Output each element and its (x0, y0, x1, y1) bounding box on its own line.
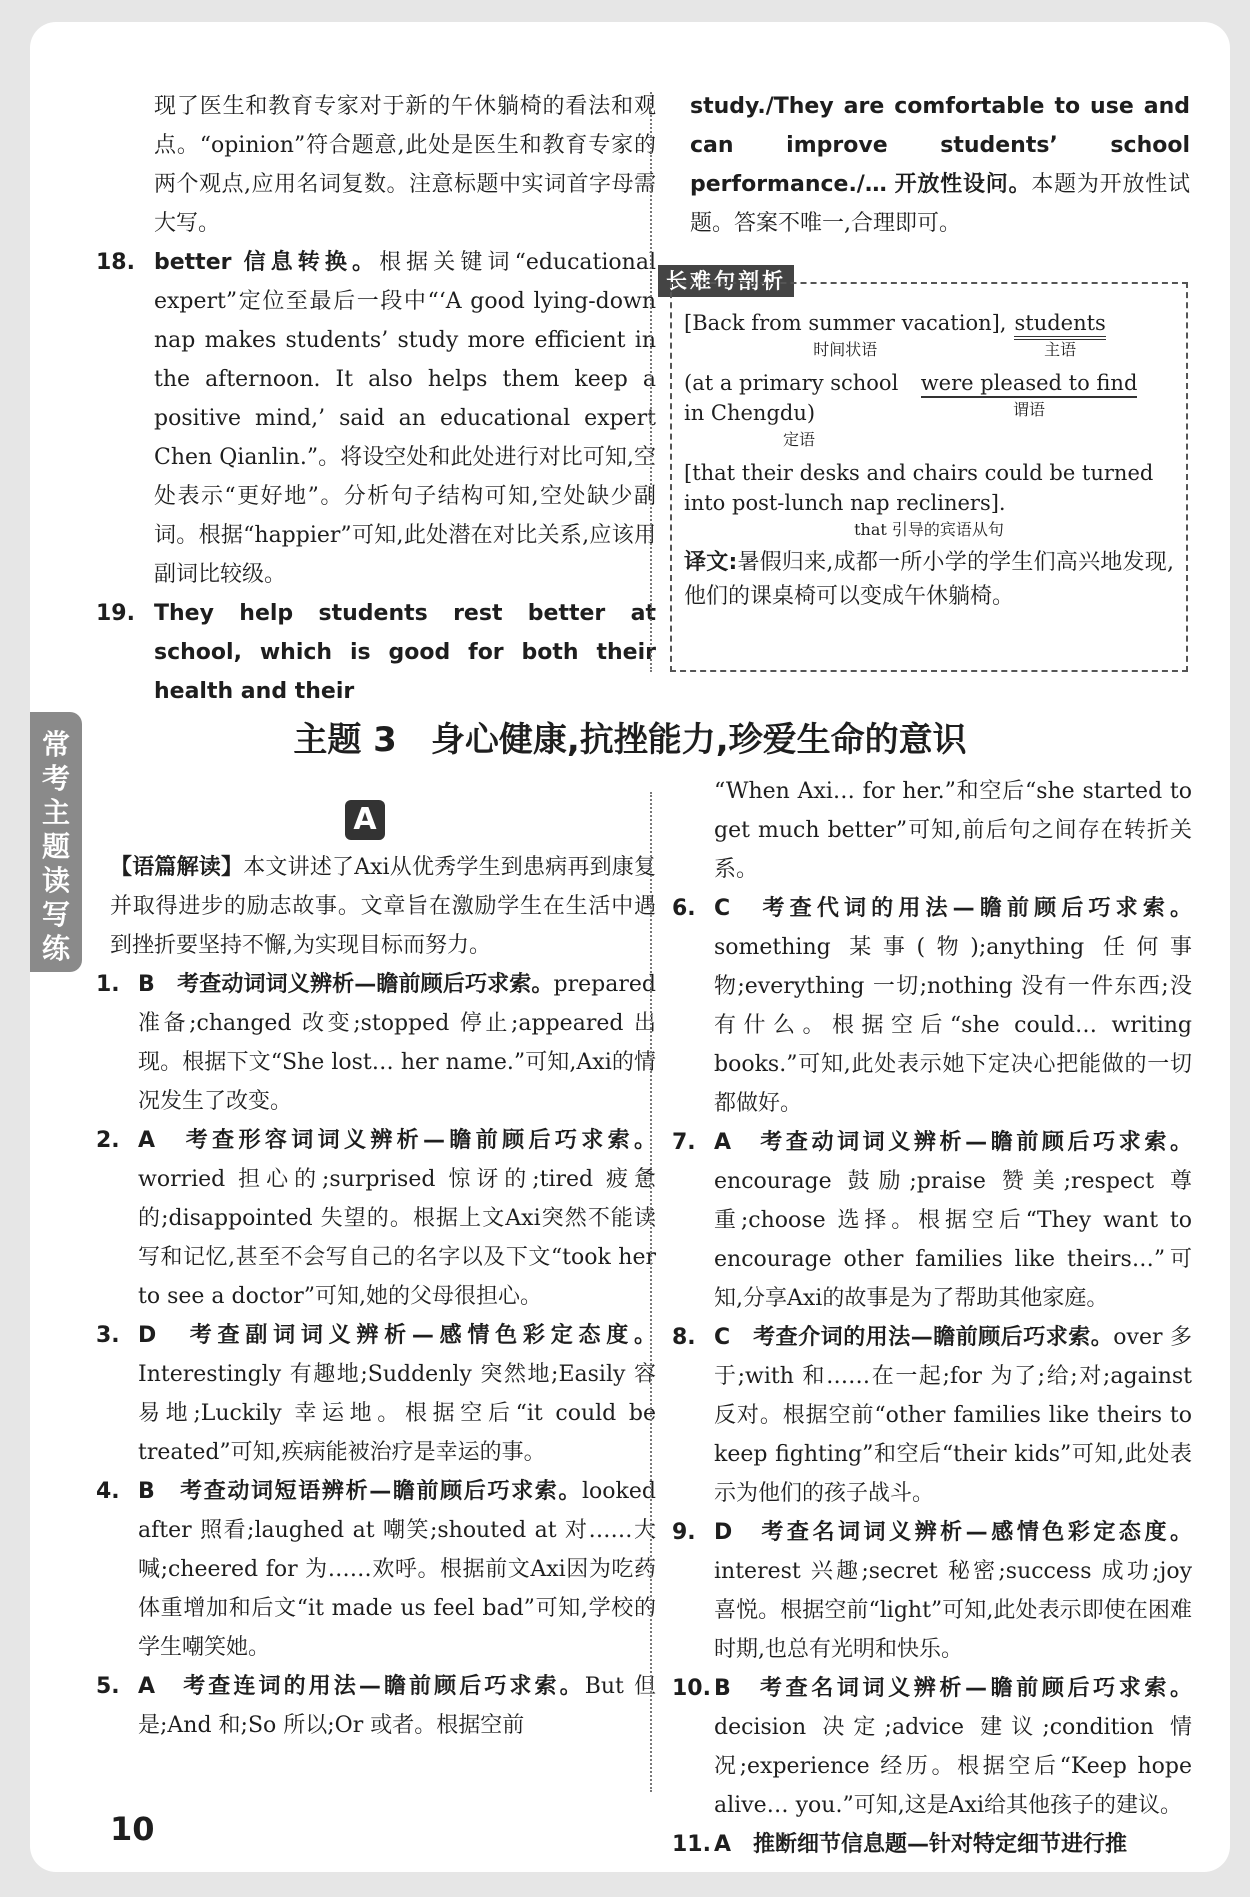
adverbial-label: 时间状语 (813, 340, 878, 359)
question-11: 11. A 推断细节信息题—针对特定细节进行推 (672, 1832, 1128, 1857)
theme-title: 主题 3 身心健康,抗挫能力,珍爱生命的意识 (293, 720, 967, 760)
attributive-phrase: (at a primary school in Chengdu) (684, 371, 899, 425)
analysis-tag: 长难句剖析 (658, 265, 794, 297)
question-18: 18. better 信息转换。根据关键词“educational expert”定位至最后一段中“‘A good lying-down nap makes students’ study more efficient in the afternoon. It also helps them keep a positive mind,’ said an educational expert Chen Qianlin.”。将设空处和此处进行对比可知,空处表示“更好地”。分析句子结构可知,空处缺少副词。根据“happier”可知,此处潜在对比关系,应该用副词比较级。 (96, 250, 656, 587)
analysis-line-1 (684, 308, 1174, 362)
question-19: 19. They help students rest better at school, which is good for both their health and their (96, 601, 656, 704)
question-10: 10. B 考查名词词义辨析—瞻前顾后巧求索。decision 决定;advice 建议;condition 情况;experience 经历。根据空后“Keep hope alive… you.”可知,这是Axi给其他孩子的建议。 (672, 1676, 1192, 1818)
main-right-column (672, 772, 1192, 1864)
question-5: 5. A 考查连词的用法—瞻前顾后巧求索。But 但是;And 和;So 所以;Or 或者。根据空前 (96, 1674, 656, 1738)
object-clause-label: that 引导的宾语从句 (854, 520, 1004, 539)
page-number: 10 (110, 1810, 155, 1848)
object-clause: [that their desks and chairs could be turned into post-lunch nap recliners]. (684, 461, 1154, 515)
sentence-analysis-box (670, 282, 1188, 672)
subject-word: students (1014, 311, 1105, 340)
top-right-column (690, 87, 1190, 243)
passage-intro: 【语篇解读】本文讲述了Axi从优秀学生到患病再到康复并取得进步的励志故事。文章旨在激励学生在生活中遇到挫折要坚持不懈,为实现目标而努力。 (110, 855, 656, 958)
answer-page (30, 22, 1230, 1872)
analysis-line-2 (684, 368, 1174, 452)
main-left-column (96, 848, 656, 1745)
predicate-label: 谓语 (1013, 400, 1046, 419)
continued-answer: study./They are comfortable to use and can improve students’ school performance./… 开放性设问。本题为开放性试题。答案不唯一,合理即可。 (690, 94, 1190, 236)
question-8: 8. C 考查介词的用法—瞻前顾后巧求索。over 多于;with 和……在一起;for 为了;给;对;against 反对。根据空前“other families like theirs to keep fighting”和空后“their kids”可知,此处表示为他们的孩子战斗。 (672, 1325, 1192, 1506)
column-divider-main (650, 792, 652, 1792)
side-tab: 常 考 主 题 读 写 练 (30, 712, 82, 972)
adverbial-phrase: [Back from summer vacation], (684, 311, 1007, 335)
question-3: 3. D 考查副词词义辨析—感情色彩定态度。Interestingly 有趣地;Suddenly 突然地;Easily 容易地;Luckily 幸运地。根据空后“it could be treated”可知,疾病能被治疗是幸运的事。 (96, 1323, 656, 1465)
question-2: 2. A 考查形容词词义辨析—瞻前顾后巧求索。worried 担心的;surprised 惊讶的;tired 疲惫的;disappointed 失望的。根据上文Axi突然不能读写和记忆,甚至不会写自己的名字以及下文“took her to see a doctor”可知,她的父母很担心。 (96, 1128, 656, 1309)
question-1: 1. B 考查动词词义辨析—瞻前顾后巧求索。prepared 准备;changed 改变;stopped 停止;appeared 出现。根据下文“She lost… her name.”可知,Axi的情况发生了改变。 (96, 972, 656, 1114)
analysis-line-3 (684, 458, 1174, 542)
subject-label: 主语 (1044, 340, 1077, 359)
translation: 译文:暑假归来,成都一所小学的学生们高兴地发现,他们的课桌椅可以变成午休躺椅。 (684, 550, 1174, 609)
continued-text: 现了医生和教育专家对于新的午休躺椅的看法和观点。“opinion”符合题意,此处是医生和教育专家的两个观点,应用名词复数。注意标题中实词首字母需大写。 (154, 94, 656, 236)
question-9: 9. D 考查名词词义辨析—感情色彩定态度。interest 兴趣;secret 秘密;success 成功;joy 喜悦。根据空前“light”可知,此处表示即使在困难时期,也总有光明和快乐。 (672, 1520, 1192, 1662)
predicate-phrase: were pleased to find (921, 371, 1138, 398)
column-divider-top (650, 92, 652, 672)
top-left-column (96, 87, 656, 711)
section-badge: A (345, 800, 385, 840)
continued-q5: “When Axi… for her.”和空后“she started to get much better”可知,前后句之间存在转折关系。 (714, 779, 1192, 882)
question-4: 4. B 考查动词短语辨析—瞻前顾后巧求索。looked after 照看;laughed at 嘲笑;shouted at 对……大喊;cheered for 为……欢呼。根据前文Axi因为吃药体重增加和后文“it made us feel bad”可知,学校的学生嘲笑她。 (96, 1479, 656, 1660)
question-7: 7. A 考查动词词义辨析—瞻前顾后巧求索。encourage 鼓励;praise 赞美;respect 尊重;choose 选择。根据空后“They want to encourage other families like theirs…”可知,分享Axi的故事是为了帮助其他家庭。 (672, 1130, 1192, 1311)
question-6: 6. C 考查代词的用法—瞻前顾后巧求索。something 某事(物);anything 任何事物;everything 一切;nothing 没有一件东西;没有什么。根据空后“she could… writing books.”可知,此处表示她下定决心把能做的一切都做好。 (672, 896, 1192, 1116)
attributive-label: 定语 (782, 430, 815, 449)
